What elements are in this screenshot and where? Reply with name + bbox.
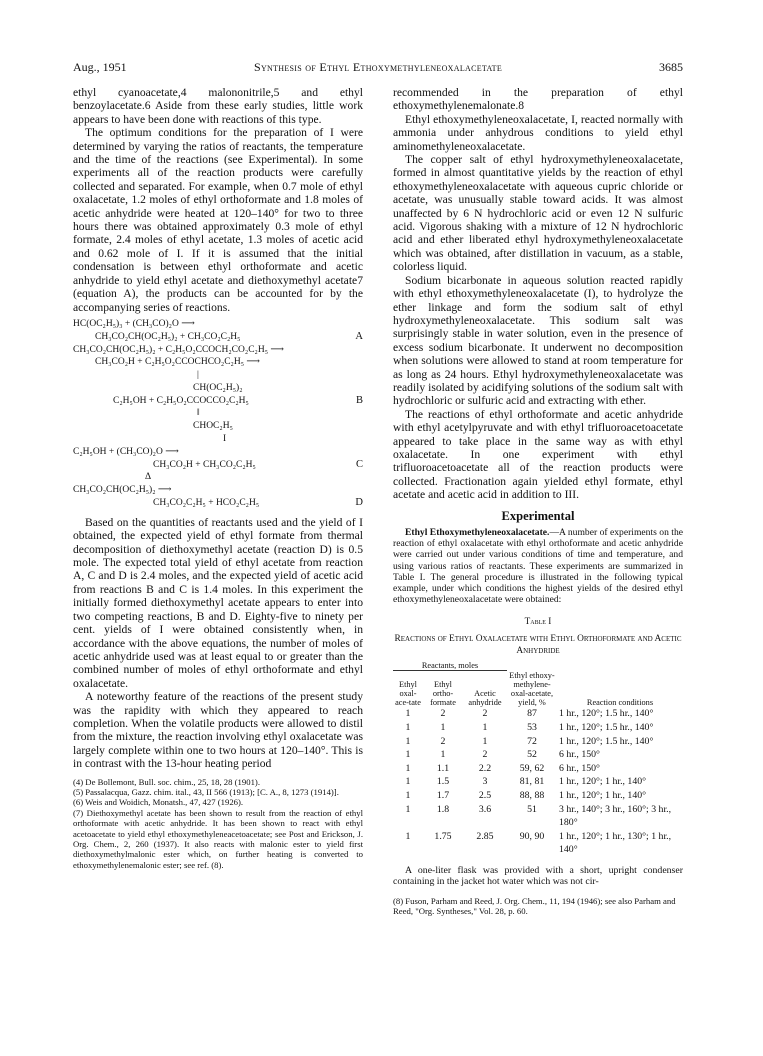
footnote: (7) Diethoxymethyl acetate has been shown to result from the reaction of ethyl orthoformate with acetic anhydride. It has been shown to react with ethyl acetoacetate to yield ethyl ethoxymethyleneacetoacetate; see Post and Erickson, J. Org. Chem., 2, 260 (1937). It also reacts with malonic ester to yield first diethoxymethylmalonic ester which, on further heating is converted to ethoxymethylenemalonic ester; see ref. (8). (73, 807, 363, 870)
running-header (73, 60, 683, 76)
paragraph: Ethyl ethoxymethyleneoxalacetate, I, reacted normally with ammonia under anhydrous conditions to yield ethyl aminomethyleneoxalacetate. (393, 112, 683, 153)
table-cell: 1 (405, 776, 411, 788)
table-cell: 1 hr., 120°; 1 hr., 130°; 1 hr., 140° (559, 830, 672, 856)
table-cell: 2 (482, 749, 488, 761)
paragraph: Based on the quantities of reactants used and the yield of I obtained, the expected yield of ethyl formate from thermal decomposition of diethoxymethyl acetate (reaction D) is 0.5 mole. The expected total yield of ethyl acetate from reaction A, C and D is 2.4 moles, and the expected yield of acetic acid from reactions B and C is 1.4 moles. In this experiment the initially formed diethoxymethyl acetate appears to enter into two competing reactions, B and D. Eighty-five to ninety per cent. yields of I were obtained consistently when, in accordance with the above equations, the number of moles of acetic anhydride used was at least equal to or greater than the combined number of moles of ethyl orthoformate and ethyl oxalacetate. (73, 515, 363, 690)
table-row (393, 721, 683, 735)
table-cell: 59, 62 (519, 762, 545, 774)
equation-line (73, 331, 363, 344)
footnote: (5) Passalacqua, Gazz. chim. ital., 43, II 566 (1913); [C. A., 8, 1273 (1914)]. (73, 786, 339, 797)
equation-text: CH₃CO₂H + C₂H₅O₂CCOCHCO₂C₂H₅ ⟶ (95, 357, 261, 368)
equation-text: C₂H₅OH + (CH₃CO)₂O ⟶ (73, 446, 179, 457)
equation-text: CH₃CO₂H + CH₃CO₂C₂H₅ (153, 459, 256, 470)
table-cell: 1.5 (436, 776, 450, 788)
equation-tag: C (355, 458, 363, 470)
right-column (393, 86, 683, 917)
table-cell: 1 hr., 120°; 1 hr., 140° (559, 789, 647, 801)
table-row (393, 748, 683, 762)
table-cell: 2.2 (478, 762, 492, 774)
table-body (393, 707, 683, 857)
equation-line (73, 484, 363, 497)
paragraph: recommended in the preparation of ethyl ethoxymethylenemalonate.8 (393, 86, 683, 113)
table-cell: 6 hr., 150° (559, 762, 600, 774)
table-cell: 1.75 (434, 830, 452, 842)
table-cell: 1.1 (436, 762, 450, 774)
left-column (73, 86, 363, 870)
table-group-header: Reactants, moles (393, 661, 507, 671)
table-cell: 1 (440, 721, 446, 733)
footnote: (8) Fuson, Parham and Reed, J. Org. Chem., 11, 194 (1946); see also Parham and Reed, "Org. Syntheses," Vol. 28, p. 60. (393, 895, 676, 917)
paragraph: The copper salt of ethyl hydroxymethyleneoxalacetate, formed in almost quantitative yields by the reaction of ethyl ethoxymethyleneoxalacetate with aqueous cupric chloride or acetate, was unusually stable toward acids. It was almost unaffected by 6 N hydrochloric acid or even 12 N sulfuric acid. Vigorous shaking with a mixture of 12 N hydrochloric acid and ether liberated ethyl hydroxymethyleneoxalacetate which was obtained, after distillation in vacuum, as a stable, colorless liquid. (393, 153, 683, 274)
table-cell: 1 (482, 721, 488, 733)
table-cell: 1 (405, 708, 411, 720)
paragraph: Sodium bicarbonate in aqueous solution reacted rapidly with ethyl ethoxymethyleneoxalacetate (I), to hydrolyze the ether linkage and form the sodium salt of ethyl hydroxymethyleneoxalacetate. This sodium salt was surprisingly stable in water solution, even in the presence of excess sodium bicarbonate. It underwent no decomposition when solutions were allowed to stand at room temperature for as long as 24 hours. Ethyl hydroxymethyleneoxalacetate was readily isolated by acidifying solutions of the sodium salt with hydrochloric or sulfuric acid and extracting with ether. (393, 273, 683, 408)
equation-line (73, 420, 363, 433)
table-label: Table I (524, 616, 552, 627)
column-header: Ethyl ethoxy-methylene-oxal-acetate, yield, % (509, 670, 555, 708)
table-cell: 1 (405, 803, 411, 815)
table-cell: 3 (482, 776, 488, 788)
equation-line (73, 446, 363, 459)
table-row (393, 830, 683, 857)
table-cell: 1 (405, 789, 411, 801)
table-cell: 2.5 (478, 789, 492, 801)
table-cell: 1 (405, 721, 411, 733)
paragraph: The optimum conditions for the preparation of I were determined by varying the ratios of reactants, the temperature and the time of the reactions (see Experimental). In some experiments all of the reaction products were carefully collected and separated. For example, when 0.7 mole of ethyl oxalacetate, 1.2 moles of ethyl orthoformate and 1.8 moles of acetic anhydride were heated at 120–140° for two to three hours there was obtained approximately 0.3 mole of ethyl formate, 2.4 moles of ethyl acetate, 1.3 moles of acetic acid and 0.62 mole of I. If it is assumed that the initial condensation is between ethyl orthoformate and acetic anhydride to yield ethyl acetate and diethoxymethyl acetate7 (equation A), the products can be accounted for by the accompanying series of reactions. (73, 126, 363, 314)
table-row (393, 775, 683, 789)
equation-line (73, 369, 363, 382)
footnotes (73, 777, 363, 871)
table-cell: 2 (482, 708, 488, 720)
equation-line (73, 471, 363, 484)
table-cell: 6 hr., 150° (559, 749, 600, 761)
column-header: Acetic anhydride (468, 688, 502, 708)
equation-line (73, 395, 363, 408)
table-cell: 1 (405, 762, 411, 774)
equation-tag: B (355, 394, 363, 406)
equation-text: HC(OC₂H₅)₃ + (CH₃CO)₂O ⟶ (73, 318, 195, 329)
equation-line (73, 318, 363, 331)
equation-text: | (197, 370, 199, 381)
data-table (393, 661, 683, 857)
table-cell: 1 (482, 735, 488, 747)
table-cell: 90, 90 (519, 830, 545, 842)
table-cell: 1 hr., 120°; 1.5 hr., 140° (559, 708, 654, 720)
table-cell: 72 (527, 735, 537, 747)
table-row (393, 803, 683, 830)
equation-text: I (223, 434, 227, 445)
equation-text: C₂H₅OH + C₂H₅O₂CCOCCO₂C₂H₅ (113, 395, 249, 406)
equation-line (73, 433, 363, 446)
table-cell: 2 (440, 708, 446, 720)
table-cell: 1 (405, 830, 411, 842)
equation-line (73, 497, 363, 510)
table-cell: 3.6 (478, 803, 492, 815)
equation-text: CH₃CO₂CH(OC₂H₅)₂ ⟶ (73, 485, 172, 496)
equation-line (73, 344, 363, 357)
equation-text: CH(OC₂H₅)₂ (193, 382, 243, 393)
column-header: Ethyl oxal-ace-tate (395, 679, 421, 708)
table-row (393, 789, 683, 803)
table-cell: 3 hr., 140°; 3 hr., 160°; 3 hr., 180° (559, 803, 672, 829)
equation-line (73, 407, 363, 420)
table-cell: 87 (527, 708, 537, 720)
table-cell: 1.8 (436, 803, 450, 815)
equation-text: ‖ (197, 408, 200, 419)
column-header: Ethyl ortho-formate (430, 679, 456, 708)
footnote: (4) De Bollemont, Bull. soc. chim., 25, 18, 28 (1901). (73, 776, 261, 787)
table-cell: 1 hr., 120°; 1 hr., 140° (559, 776, 647, 788)
equation-line (73, 356, 363, 369)
table-row (393, 762, 683, 776)
table-cell: 88, 88 (519, 789, 545, 801)
table-cell: 1 (405, 735, 411, 747)
table-cell: 1 hr., 120°; 1.5 hr., 140° (559, 721, 654, 733)
equation-line (73, 382, 363, 395)
reaction-equations (73, 318, 363, 510)
experimental-paragraph (393, 527, 683, 605)
equation-tag: D (355, 497, 363, 509)
table-cell: 2 (440, 735, 446, 747)
column-header: Reaction conditions (586, 698, 654, 708)
equation-text: CH₃CO₂CH(OC₂H₅)₂ + CH₃CO₂C₂H₅ (95, 331, 241, 342)
header-title: Synthesis of Ethyl Ethoxymethyleneoxalacetate (253, 60, 503, 74)
table-cell: 81, 81 (519, 776, 545, 788)
equation-text: CH₃CO₂C₂H₅ + HCO₂C₂H₅ (153, 498, 260, 509)
paragraph: The reactions of ethyl orthoformate and acetic anhydride with ethyl acetylpyruvate and with ethyl trifluoroacetoacetate appeared to take place in the same way as with ethyl oxalacetate. In one experiment with ethyl trifluoroacetoacetate all of the reaction products were collected. Fractionation again yielded ethyl formate, ethyl acetate and acetic acid in addition to III. (393, 407, 683, 502)
table-cell: 51 (527, 803, 537, 815)
table-cell: 53 (527, 721, 537, 733)
table-row (393, 735, 683, 749)
table-title: Reactions of Ethyl Oxalacetate with Ethyl Orthoformate and Acetic Anhydride (394, 633, 682, 656)
equation-line (73, 459, 363, 472)
table-cell: 1.7 (436, 789, 450, 801)
paragraph: ethyl cyanoacetate,4 malononitrile,5 and ethyl benzoylacetate.6 Aside from these early studies, little work appears to have been done with reactions of this type. (73, 86, 363, 126)
page-number: 3685 (659, 60, 683, 74)
equation-text: CH₃CO₂CH(OC₂H₅)₂ + C₂H₅O₂CCOCH₂CO₂C₂H₅ ⟶ (73, 344, 285, 355)
equation-text: CHOC₂H₅ (193, 421, 233, 432)
equation-tag: A (355, 330, 363, 342)
table-cell: 2.85 (476, 830, 494, 842)
paragraph: A one-liter flask was provided with a short, upright condenser containing in the jacket hot water which was not cir- (393, 864, 683, 888)
equation-text: Δ (145, 472, 152, 483)
footnote: (6) Weis and Woidich, Monatsh., 47, 427 (1926). (73, 797, 244, 808)
table-cell: 1 hr., 120°; 1.5 hr., 140° (559, 735, 654, 747)
header-date: Aug., 1951 (73, 60, 127, 74)
table-cell: 1 (405, 749, 411, 761)
table-row (393, 707, 683, 721)
subsection-heading: Ethyl Ethoxymethyleneoxalacetate. (405, 527, 550, 538)
table-cell: 52 (527, 749, 537, 761)
section-heading: Experimental (501, 508, 575, 523)
paragraph: A noteworthy feature of the reactions of the present study was the rapidity with which they appeared to reach completion. When the volatile products were allowed to distil from the mixture, the reaction involving ethyl oxalacetate was largely complete within one to two hours at 120–140°. This is in contrast with the 13-hour heating period (73, 690, 363, 771)
table-cell: 1 (440, 749, 446, 761)
experimental-text: —A number of experiments on the reaction of ethyl oxalacetate with ethyl orthoformate and acetic anhydride were carried out under various conditions of time and temperature, and using various ratios of reactants. These experiments are summarized in Table I. The general procedure is illustrated in the following typical example, under which conditions the highest yields of the desired ethyl ethoxymethyleneoxalacetate were obtained: (393, 527, 683, 606)
